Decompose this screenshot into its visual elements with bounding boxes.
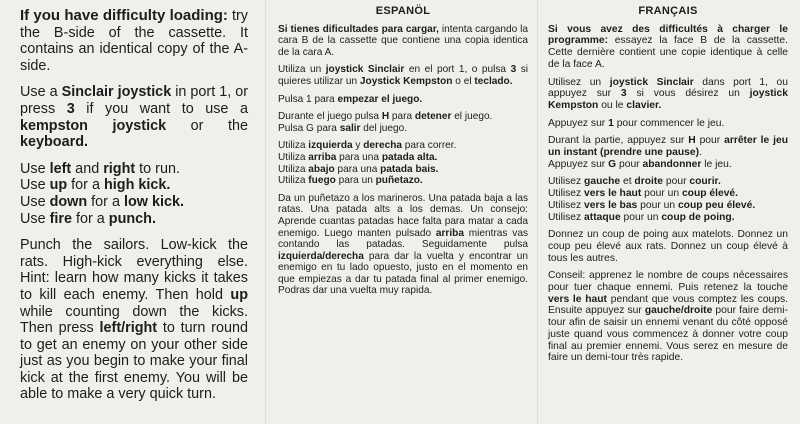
- punch-label: coup de poing.: [661, 211, 735, 223]
- high-kick-label: high kick.: [103, 177, 171, 194]
- text: mientras vas contando las patadas. Seguidamente pulsa: [278, 227, 528, 251]
- key-right: right: [103, 160, 136, 177]
- text: dans port 1, ou appuyez sur: [548, 76, 788, 100]
- text: Utilisez: [548, 176, 585, 188]
- text: for a: [87, 193, 124, 210]
- loading-heading-en: If you have difficulty loading:: [20, 7, 228, 24]
- quit-label: salir: [339, 122, 361, 134]
- key-up: up: [230, 286, 248, 303]
- moves-list-fr: [548, 176, 788, 223]
- text: para una: [334, 163, 381, 175]
- text: Utiliza: [278, 175, 309, 187]
- text: pour faire demi-tour afin de saisir un ennemi venant du côté opposé juste quand vous commencez à donner votre coup final au premier ennemi. Vous serez en mesure de faire un demi-tour très rapide.: [548, 305, 788, 364]
- text: si quieres utilizar un: [278, 64, 528, 87]
- text: Use: [20, 160, 50, 177]
- pause-paragraph-fr: [548, 135, 788, 170]
- loading-heading-fr: Si vous avez des difficultés à charger le programme:: [548, 23, 788, 47]
- key-fire: attaque: [584, 211, 621, 223]
- spanish-title: ESPANÖL: [375, 5, 431, 17]
- text: for a: [72, 210, 109, 227]
- text: et: [620, 176, 635, 188]
- quit-label: abandonner: [642, 158, 702, 170]
- key-h: H: [688, 135, 696, 147]
- loading-paragraph-fr: [548, 24, 788, 71]
- text: pour commencer le jeu.: [613, 117, 725, 129]
- controls-paragraph-en: [20, 84, 248, 150]
- french-column: [540, 0, 800, 424]
- spanish-column: [270, 0, 536, 424]
- key-3-label: 3: [510, 64, 517, 76]
- text: y: [352, 140, 364, 152]
- kempston-joystick-label: Joystick Kempston: [359, 75, 453, 87]
- text: and: [71, 160, 104, 177]
- text: pour un: [637, 199, 678, 211]
- move-punch-es: [278, 175, 528, 187]
- move-low-kick-fr: [548, 200, 788, 212]
- text: si vous désirez un: [626, 88, 750, 100]
- key-left-right: gauche/droite: [644, 305, 713, 317]
- key-h: H: [381, 111, 390, 123]
- key-3-label: 3: [620, 88, 627, 100]
- key-fire: fuego: [308, 175, 336, 187]
- hint-paragraph-en: [20, 237, 248, 403]
- controls-paragraph-es: [278, 64, 528, 87]
- text: Use a: [20, 84, 62, 101]
- key-left: izquierda: [308, 140, 353, 152]
- text: .: [699, 147, 702, 159]
- text: Utilisez: [548, 199, 585, 211]
- text: while counting down the kicks. Then press: [20, 303, 248, 337]
- text: Utilisez un: [548, 76, 610, 88]
- text: intenta cargando la cara B de la cassette que contiene una copia identica de la cara A.: [278, 23, 528, 58]
- punch-label: punch.: [108, 210, 156, 227]
- text: del juego.: [360, 122, 408, 134]
- start-paragraph-fr: [548, 118, 788, 130]
- text: Utilisez: [548, 211, 585, 223]
- hint-paragraph-es: [278, 193, 528, 297]
- high-kick-label: coup élevé.: [681, 188, 739, 200]
- text: Conseil: apprenez le nombre de coups nécessaires pour tuer chaque ennemi. Puis retenez la touche: [548, 270, 788, 294]
- text: Utilisez: [548, 188, 585, 200]
- text: o el: [452, 75, 475, 87]
- text: if you want to use a: [74, 100, 248, 117]
- text: Use: [20, 177, 50, 194]
- move-high-kick-fr: [548, 188, 788, 200]
- kempston-joystick-label: joystick Kempston: [548, 88, 788, 111]
- text: Appuyez sur: [548, 117, 609, 129]
- text: pour: [663, 176, 690, 188]
- text: Durant la partie, appuyez sur: [548, 135, 689, 147]
- text: or the: [166, 117, 248, 134]
- text: en el port 1, o pulsa: [404, 64, 511, 76]
- key-right: droite: [634, 176, 664, 188]
- key-up: vers le haut: [548, 293, 607, 305]
- text: pour un: [641, 188, 682, 200]
- move-low-kick-en: [20, 194, 248, 211]
- text: pour un: [620, 211, 662, 223]
- move-high-kick-en: [20, 177, 248, 194]
- text: para correr.: [401, 140, 457, 152]
- key-down: vers le bas: [584, 199, 638, 211]
- start-paragraph-es: [278, 94, 528, 106]
- text: para un: [335, 175, 376, 187]
- text: le jeu.: [701, 158, 732, 170]
- text: essayez la face B de la cassette. Cette dernière contient une copie identique à celle de la face A.: [548, 35, 788, 70]
- text: ou le: [598, 99, 627, 111]
- move-run-en: [20, 161, 248, 178]
- text: Appuyez sur: [548, 158, 609, 170]
- pause-label: arrêter le jeu un instant (prendre une pause): [548, 135, 788, 159]
- page-fold-right: [537, 0, 539, 424]
- quit-line-es: [278, 123, 528, 135]
- text: Use: [20, 193, 50, 210]
- controls-paragraph-fr: [548, 77, 788, 112]
- text: to run.: [135, 160, 180, 177]
- sinclair-joystick-label: joystick Sinclair: [609, 76, 694, 88]
- text: el juego.: [451, 111, 493, 123]
- text: pour: [695, 135, 725, 147]
- quit-line-fr: [548, 159, 788, 171]
- enemies-paragraph-fr: Donnez un coup de poing aux matelots. Donnez un coup peu élevé aux rats. Donnez un coup élevé à tous les autres.: [548, 229, 788, 264]
- key-down: down: [49, 193, 88, 210]
- text: Pulsa G para: [278, 122, 340, 134]
- move-low-kick-es: [278, 164, 528, 176]
- text: pour: [616, 158, 643, 170]
- text: Da un puñetazo a los marineros. Una patada baja a las ratas. Una patada alts a los demas. Un consejo: Aprende cuantas patadas hace falta para matar a cada enemigo. Luego manten pulsado: [278, 192, 528, 239]
- text: for a: [67, 177, 104, 194]
- text: Utiliza: [278, 140, 309, 152]
- text: Pulsa 1 para: [278, 93, 338, 105]
- low-kick-label: low kick.: [123, 193, 184, 210]
- run-label: courir.: [689, 176, 721, 188]
- text: Durante el juego pulsa: [278, 111, 382, 123]
- move-punch-fr: [548, 212, 788, 224]
- pause-paragraph-es: [278, 111, 528, 134]
- loading-text-en: try the B-side of the cassette. It contains an identical copy of the A-side.: [20, 8, 249, 74]
- text: to turn round to get an enemy on your other side just as you begin to make your final kick at the first enemy. You will be able to make a very quick turn.: [20, 320, 248, 403]
- english-column: [0, 0, 262, 424]
- moves-list-en: [20, 161, 248, 227]
- sinclair-joystick-label: joystick Sinclair: [325, 64, 405, 76]
- page-fold-left: [265, 0, 267, 424]
- text: Utiliza: [278, 163, 309, 175]
- key-up: up: [49, 177, 68, 194]
- keyboard-label: clavier.: [626, 99, 662, 111]
- key-left: left: [49, 160, 72, 177]
- keyboard-label: teclado.: [474, 75, 513, 87]
- text: para una: [336, 151, 382, 163]
- keyboard-label: keyboard.: [20, 134, 88, 151]
- key-up: arriba: [308, 151, 337, 163]
- loading-paragraph-en: [20, 8, 248, 74]
- key-right: derecha: [363, 140, 402, 152]
- move-punch-en: [20, 211, 248, 228]
- sinclair-joystick-label: Sinclair joystick: [61, 84, 172, 101]
- french-title: FRANÇAIS: [638, 5, 698, 17]
- move-run-es: [278, 140, 528, 152]
- text: pendant que vous comptez les coups. Ensuite appuyez sur: [548, 293, 789, 317]
- key-left: gauche: [584, 176, 621, 188]
- low-kick-label: coup peu élevé.: [677, 199, 756, 211]
- key-fire: fire: [49, 210, 72, 227]
- hint-paragraph-fr: [548, 270, 788, 364]
- move-high-kick-es: [278, 152, 528, 164]
- text: Use: [20, 210, 50, 227]
- moves-list-es: [278, 140, 528, 186]
- punch-label: puñetazo.: [375, 175, 423, 187]
- key-up: arriba: [435, 227, 464, 239]
- text: para dar la vuelta y encontrar un enemigo en tu lado opuesto, justo en el momento en que empiezas a dar tu patada final al primer enemigo. Podras dar una vuelta muy rapida.: [278, 250, 528, 297]
- text: Punch the sailors. Low-kick the rats. High-kick everything else. Hint: learn how many kicks it takes to kill each enemy. Then hold: [20, 237, 248, 303]
- text: Utiliza: [278, 151, 309, 163]
- text: Utiliza un: [278, 64, 326, 76]
- key-up: vers le haut: [584, 188, 642, 200]
- key-left-right: left/right: [99, 320, 158, 337]
- text: para: [389, 111, 415, 123]
- key-left-right: izquierda/derecha: [278, 250, 364, 262]
- text: in port 1, or press: [20, 84, 248, 117]
- kempston-joystick-label: kempston joystick: [20, 117, 167, 134]
- move-run-fr: [548, 176, 788, 188]
- key-g: G: [608, 158, 617, 170]
- key-down: abajo: [308, 163, 335, 175]
- start-game-label: empezar el juego.: [337, 93, 423, 105]
- loading-heading-es: Si tienes dificultades para cargar,: [278, 23, 439, 35]
- high-kick-label: patada alta.: [381, 151, 438, 163]
- key-1: 1: [608, 117, 614, 129]
- key-3-label: 3: [66, 100, 75, 117]
- low-kick-label: patada bais.: [380, 163, 439, 175]
- pause-label: detener: [414, 111, 452, 123]
- loading-paragraph-es: [278, 24, 528, 59]
